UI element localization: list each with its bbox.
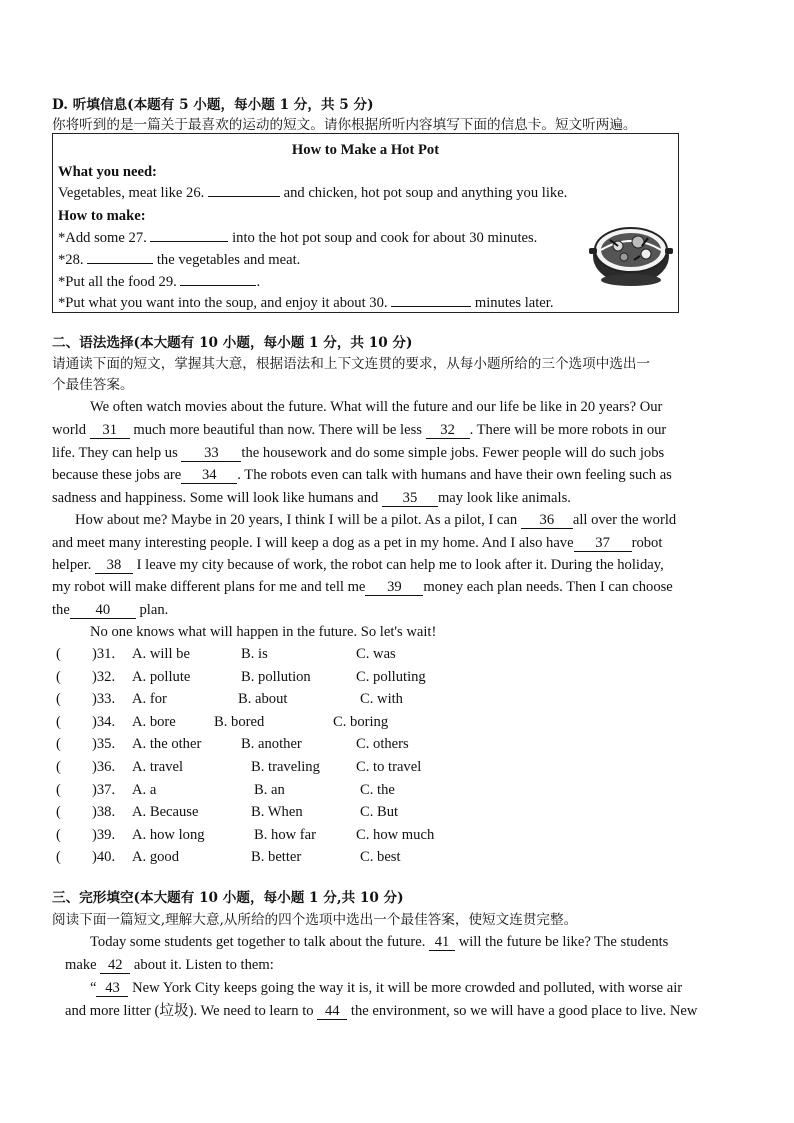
passage-2-line-3: helper. 38 I leave my city because of work, the robot can help me to look after it. During the holiday, — [52, 557, 664, 573]
passage-2-line-5: the 40 plan. — [52, 602, 169, 618]
info-card-title: How to Make a Hot Pot — [291, 142, 440, 158]
section-2-instruction-2: 个最佳答案。 — [52, 377, 134, 393]
answer-paren[interactable]: ( — [56, 736, 61, 753]
option-a[interactable]: A. will be — [132, 646, 190, 662]
question-number: )35. — [92, 736, 116, 753]
blank-35[interactable]: 35 — [382, 490, 438, 507]
blank-30[interactable] — [391, 306, 471, 307]
step-3: *Put all the food 29. . — [58, 274, 261, 290]
question-number: )36. — [92, 759, 116, 775]
option-b[interactable]: B. another — [241, 736, 302, 753]
answer-paren[interactable]: ( — [56, 804, 61, 821]
option-a[interactable]: A. how long — [132, 826, 205, 843]
question-number: )32. — [92, 668, 116, 685]
cloze-line-4: and more litter (垃圾). We need to learn to 44 the environment, so we will have a good place to live. New — [65, 1003, 698, 1019]
blank-28[interactable] — [87, 263, 153, 264]
section-d-heading: D. 听填信息(本题有 5 小题，每小题 1 分，共 5 分) — [52, 97, 374, 113]
option-c[interactable]: C. But — [360, 804, 399, 821]
option-c[interactable]: C. boring — [333, 713, 389, 730]
step-4: *Put what you want into the soup, and enjoy it about 30. minutes later. — [58, 295, 554, 311]
option-c[interactable]: C. how much — [356, 826, 435, 843]
blank-26[interactable] — [208, 196, 280, 197]
passage-1-line-1: We often watch movies about the future. What will the future and our life be like in 20 years? Our — [90, 399, 663, 415]
passage-1-line-3: life. They can help us 33 the housework and do some simple jobs. Fewer people will do such jobs — [52, 445, 665, 461]
question-number: )38. — [92, 804, 116, 821]
option-b[interactable]: B. an — [254, 781, 285, 798]
blank-38[interactable]: 38 — [95, 557, 133, 574]
option-c[interactable]: C. others — [356, 736, 409, 753]
blank-34[interactable]: 34 — [181, 467, 237, 484]
cloze-line-2: make 42 about it. Listen to them: — [65, 957, 274, 973]
hot-pot-illustration — [588, 212, 674, 292]
option-c[interactable]: C. best — [360, 849, 401, 866]
question-number: )34. — [92, 713, 116, 730]
option-a[interactable]: A. the other — [132, 736, 202, 753]
option-b[interactable]: B. traveling — [251, 759, 320, 775]
blank-37[interactable]: 37 — [574, 535, 632, 552]
option-c[interactable]: C. to travel — [356, 759, 422, 775]
blank-40[interactable]: 40 — [70, 602, 136, 619]
question-number: )31. — [92, 646, 116, 662]
option-c[interactable]: C. polluting — [356, 668, 426, 685]
answer-paren[interactable]: ( — [56, 713, 61, 730]
passage-2-line-2: and meet many interesting people. I will keep a dog as a pet in my home. And I also have 37 robot — [52, 535, 663, 551]
passage-3: No one knows what will happen in the future. So let's wait! — [90, 624, 437, 640]
option-a[interactable]: A. for — [132, 691, 167, 708]
blank-29[interactable] — [180, 285, 256, 286]
option-a[interactable]: A. bore — [132, 713, 176, 730]
passage-2-line-1: How about me? Maybe in 20 years, I think I will be a pilot. As a pilot, I can 36 all over the world — [75, 512, 677, 528]
option-b[interactable]: B. pollution — [241, 668, 311, 685]
option-b[interactable]: B. better — [251, 849, 302, 866]
question-number: )37. — [92, 781, 116, 798]
answer-paren[interactable]: ( — [56, 668, 61, 685]
how-label: How to make: — [58, 208, 146, 224]
passage-1-line-2: world 31 much more beautiful than now. There will be less 32 . There will be more robots in our — [52, 422, 667, 438]
blank-33[interactable]: 33 — [181, 445, 241, 462]
answer-paren[interactable]: ( — [56, 781, 61, 798]
cloze-line-3: “ 43 New York City keeps going the way it is, it will be more crowded and polluted, with worse air — [90, 980, 683, 996]
question-number: )40. — [92, 849, 116, 866]
section-3-heading: 三、完形填空(本大题有 10 小题，每小题 1 分,共 10 分) — [52, 890, 404, 906]
cloze-line-1: Today some students get together to talk about the future. 41 will the future be like? The students — [90, 934, 669, 950]
option-c[interactable]: C. with — [360, 691, 403, 708]
blank-39[interactable]: 39 — [365, 579, 423, 596]
answer-paren[interactable]: ( — [56, 646, 61, 662]
blank-36[interactable]: 36 — [521, 512, 573, 529]
blank-31[interactable]: 31 — [90, 422, 130, 439]
blank-43[interactable]: 43 — [96, 980, 128, 997]
option-b[interactable]: B. bored — [214, 713, 265, 730]
question-number: )39. — [92, 826, 116, 843]
section-2-instruction-1: 请通读下面的短文，掌握其大意，根据语法和上下文连贯的要求，从每小题所给的三个选项中选出一 — [52, 356, 651, 372]
answer-paren[interactable]: ( — [56, 849, 61, 866]
option-a[interactable]: A. Because — [132, 804, 199, 821]
option-b[interactable]: B. When — [251, 804, 303, 821]
blank-32[interactable]: 32 — [426, 422, 470, 439]
answer-paren[interactable]: ( — [56, 826, 61, 843]
question-number: )33. — [92, 691, 116, 708]
option-a[interactable]: A. travel — [132, 759, 184, 775]
passage-1-line-5: sadness and happiness. Some will look like humans and 35 may look like animals. — [52, 490, 571, 506]
blank-27[interactable] — [150, 241, 228, 242]
blank-42[interactable]: 42 — [100, 957, 130, 974]
option-b[interactable]: B. is — [241, 646, 268, 662]
section-3-instruction: 阅读下面一篇短文,理解大意,从所给的四个选项中选出一个最佳答案，使短文连贯完整。 — [52, 912, 578, 928]
step-2: *28. the vegetables and meat. — [58, 252, 301, 268]
answer-paren[interactable]: ( — [56, 759, 61, 775]
option-a[interactable]: A. pollute — [132, 668, 191, 685]
need-line: Vegetables, meat like 26. and chicken, hot pot soup and anything you like. — [58, 185, 568, 201]
option-a[interactable]: A. good — [132, 849, 180, 866]
passage-1-line-4: because these jobs are 34 . The robots even can talk with humans and have their own feeling such as — [52, 467, 672, 483]
option-b[interactable]: B. about — [238, 691, 288, 708]
section-d-instruction: 你将听到的是一篇关于最喜欢的运动的短文。请你根据所听内容填写下面的信息卡。短文听两遍。 — [52, 117, 637, 133]
passage-2-line-4: my robot will make different plans for me and tell me 39 money each plan needs. Then I can choose — [52, 579, 673, 595]
step-1: *Add some 27. into the hot pot soup and cook for about 30 minutes. — [58, 230, 538, 246]
option-c[interactable]: C. was — [356, 646, 396, 662]
option-b[interactable]: B. how far — [254, 826, 317, 843]
blank-44[interactable]: 44 — [317, 1003, 347, 1020]
blank-41[interactable]: 41 — [429, 934, 455, 951]
option-c[interactable]: C. the — [360, 781, 395, 798]
answer-paren[interactable]: ( — [56, 691, 61, 708]
section-2-heading: 二、语法选择(本大题有 10 小题，每小题 1 分，共 10 分) — [52, 335, 413, 351]
need-label: What you need: — [58, 164, 157, 180]
option-a[interactable]: A. a — [132, 781, 157, 798]
